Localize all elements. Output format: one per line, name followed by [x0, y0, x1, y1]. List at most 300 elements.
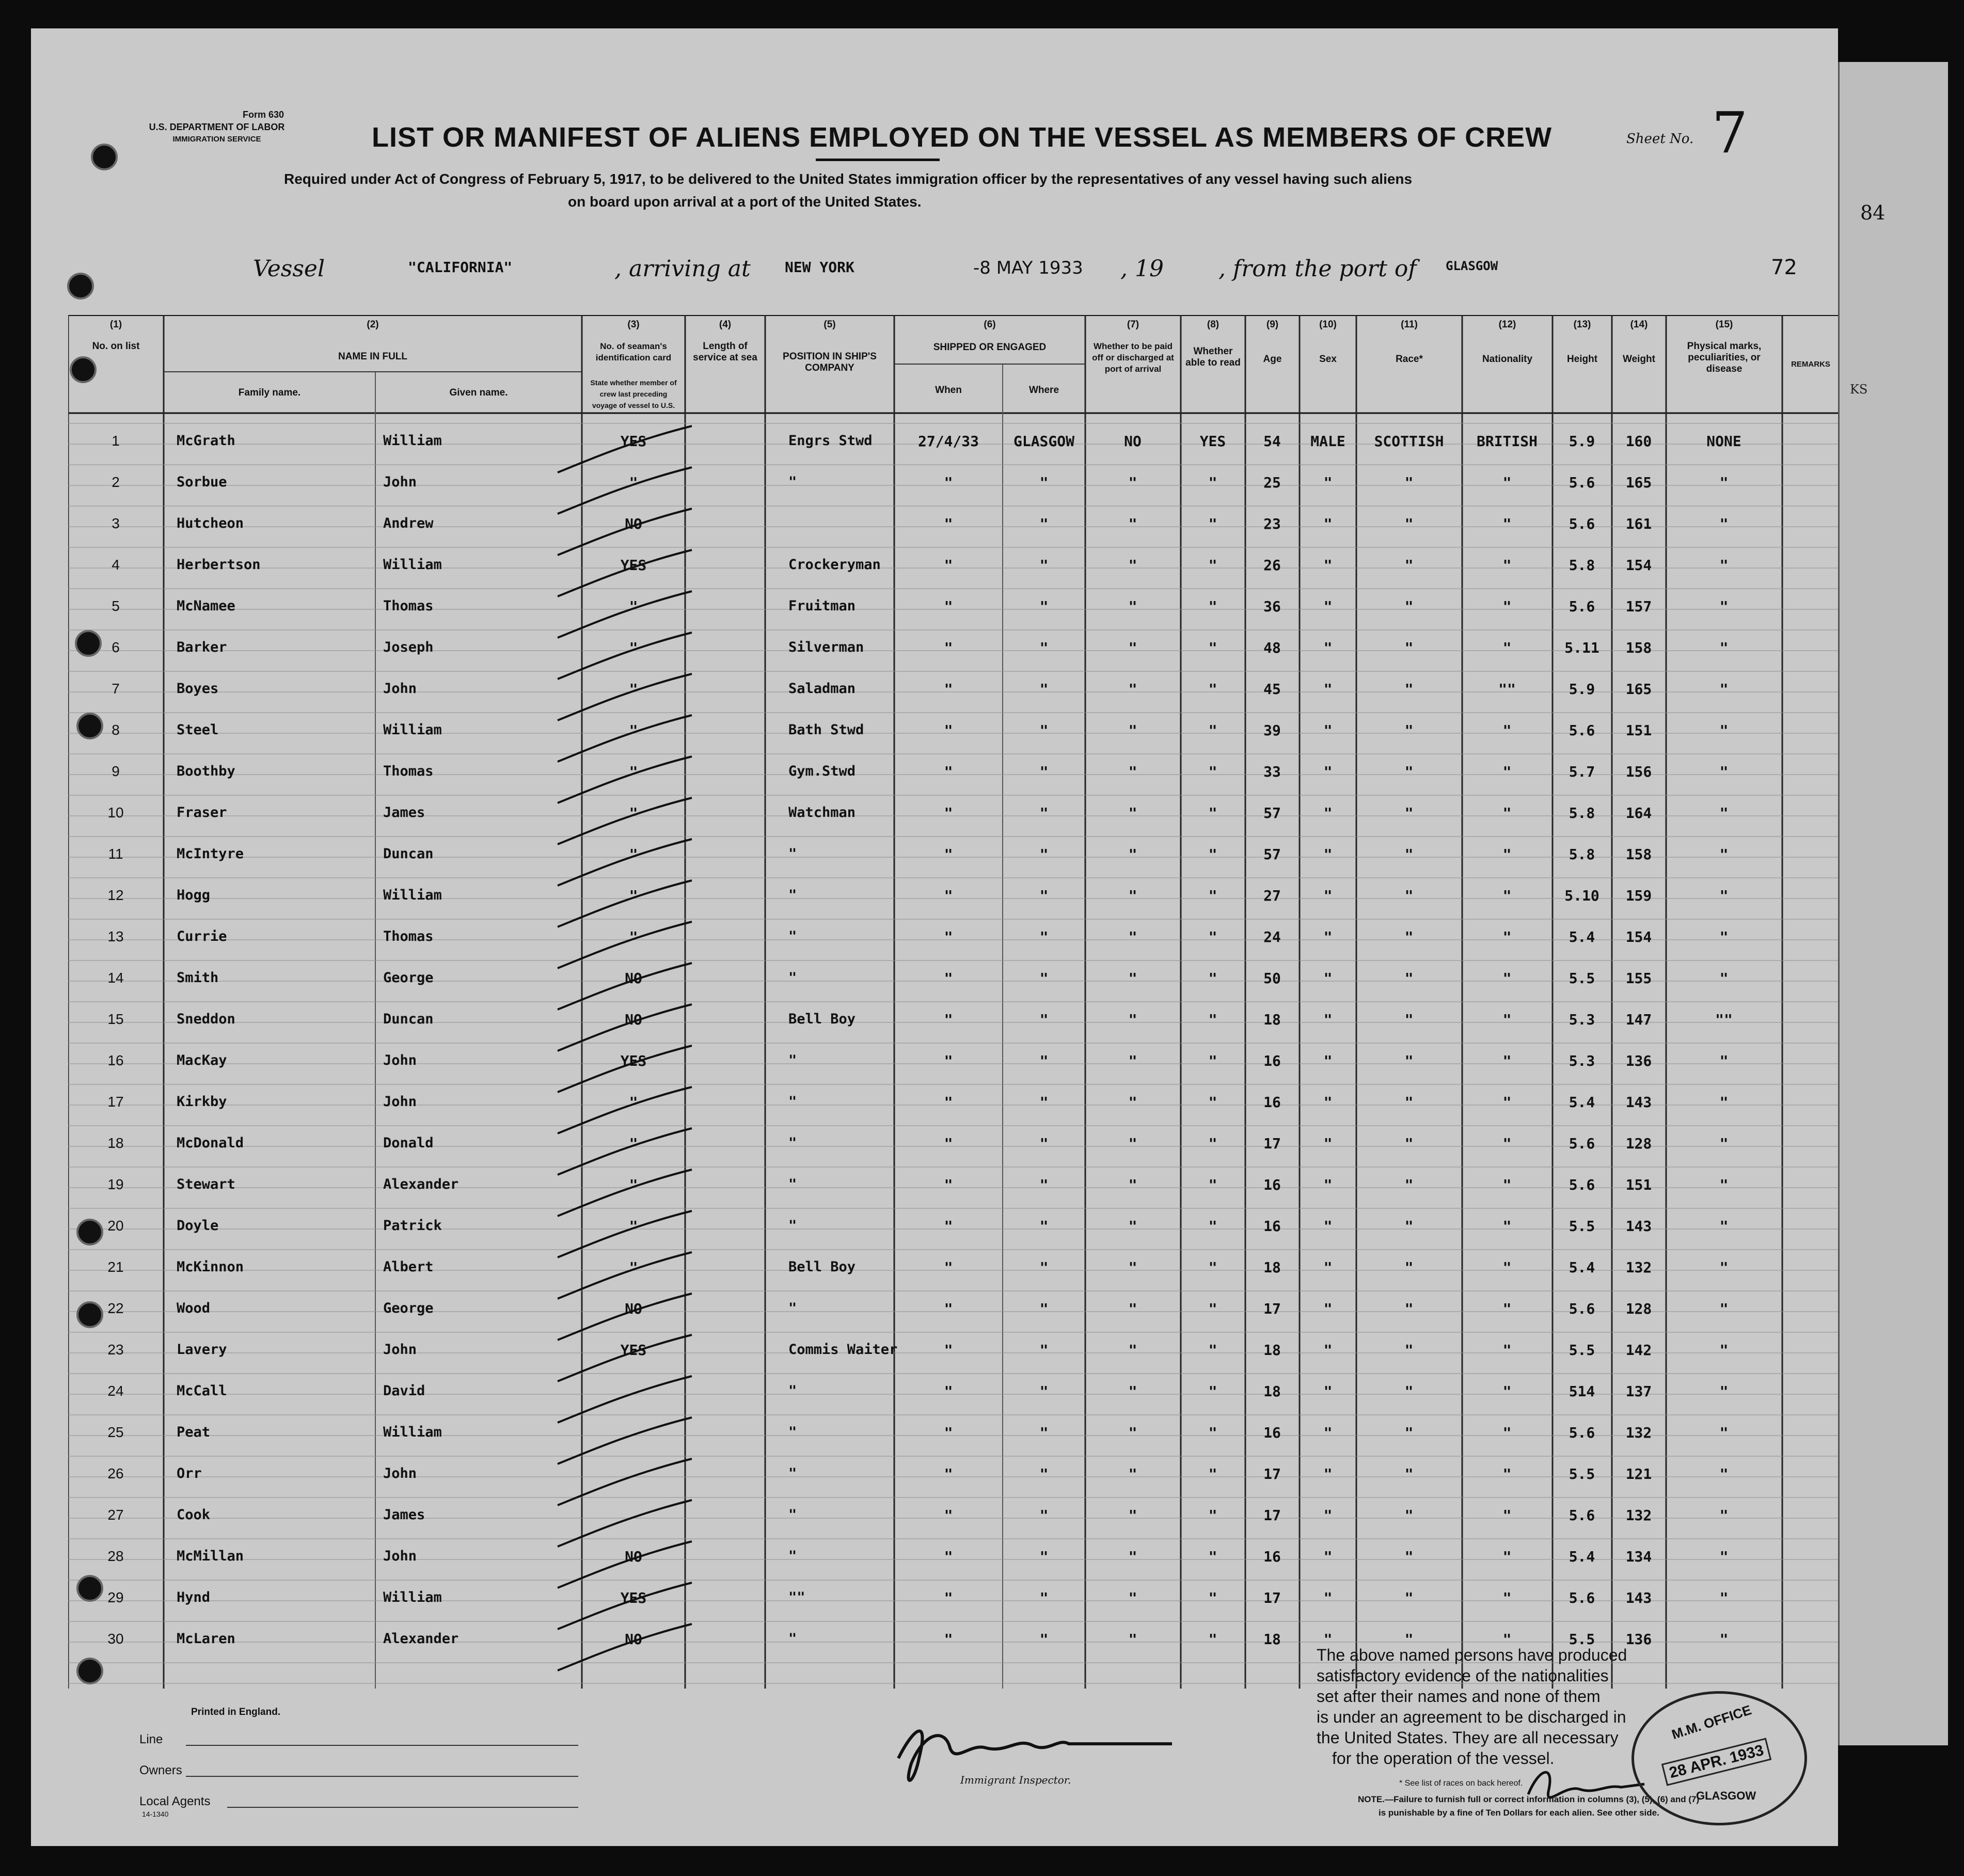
race: SCOTTISH [1374, 433, 1444, 450]
nationality: " [1502, 1507, 1512, 1524]
given-name: John [383, 474, 417, 490]
shipped-where: " [1039, 763, 1049, 780]
height: 5.4 [1569, 1094, 1595, 1111]
physical-marks: " [1719, 1589, 1729, 1606]
card-status: " [629, 1218, 638, 1235]
physical-marks: " [1719, 598, 1729, 615]
c4-label: Length of service at sea [693, 341, 757, 363]
nationality: " [1502, 1094, 1512, 1111]
nationality: " [1502, 598, 1512, 615]
position: Bath Stwd [788, 722, 864, 738]
position: " [788, 1135, 797, 1151]
nationality: BRITISH [1476, 433, 1538, 450]
race: " [1404, 1176, 1414, 1193]
shipped-where: " [1039, 1259, 1049, 1276]
c10-num: (10) [1319, 319, 1337, 330]
row-number: 23 [107, 1342, 124, 1358]
paid-off: " [1128, 639, 1137, 656]
family-name: Lavery [177, 1342, 227, 1358]
family-name: Wood [177, 1300, 211, 1316]
able-to-read: " [1208, 1631, 1217, 1648]
shipped-where: " [1039, 1548, 1049, 1565]
race: " [1404, 1218, 1414, 1235]
physical-marks: " [1719, 887, 1729, 904]
note-line-5: the United States. They are all necessary [1317, 1728, 1619, 1747]
weight: 164 [1625, 805, 1652, 822]
able-to-read: " [1208, 1052, 1217, 1069]
paid-off: " [1128, 1548, 1137, 1565]
shipped-when: " [944, 1300, 953, 1317]
shipped-where: " [1039, 846, 1049, 863]
owners-label: Owners [139, 1763, 182, 1777]
age: 17 [1263, 1135, 1281, 1152]
shipped-when: " [944, 846, 953, 863]
given-name: Andrew [383, 515, 434, 531]
race: " [1404, 887, 1414, 904]
paid-off: " [1128, 1300, 1137, 1317]
weight: 156 [1625, 763, 1652, 780]
shipped-where: " [1039, 474, 1049, 491]
given-name: David [383, 1383, 425, 1399]
race: " [1404, 1631, 1414, 1648]
given-name: Patrick [383, 1218, 442, 1234]
row-number: 17 [107, 1094, 124, 1110]
race: " [1404, 557, 1414, 574]
height: 5.5 [1569, 1631, 1595, 1648]
side-number: 84 [1860, 201, 1886, 224]
nationality: " [1502, 639, 1512, 656]
physical-marks: " [1719, 846, 1729, 863]
position: " [788, 1094, 797, 1110]
c1-label: No. on list [92, 341, 140, 352]
c9-label: Age [1263, 354, 1282, 365]
physical-marks: " [1719, 722, 1729, 739]
paid-off: " [1128, 1135, 1137, 1152]
sex: " [1323, 1589, 1333, 1606]
card-status: NO [625, 1548, 642, 1565]
height: 5.11 [1564, 639, 1599, 656]
paid-off: " [1128, 681, 1137, 698]
paid-off: " [1128, 1383, 1137, 1400]
weight: 132 [1625, 1507, 1652, 1524]
able-to-read: " [1208, 722, 1217, 739]
given-name: Donald [383, 1135, 434, 1151]
physical-marks: " [1719, 515, 1729, 532]
able-to-read: " [1208, 681, 1217, 698]
c13-num: (13) [1573, 319, 1591, 330]
c6-num: (6) [984, 319, 996, 330]
able-to-read: " [1208, 1507, 1217, 1524]
row-number: 14 [107, 970, 124, 986]
c2a-label: Family name. [238, 387, 301, 398]
form-code: 14-1340 [142, 1810, 169, 1818]
weight: 142 [1625, 1342, 1652, 1359]
family-name: Currie [177, 928, 227, 944]
given-name: William [383, 557, 442, 573]
shipped-where: " [1039, 1052, 1049, 1069]
shipped-where: " [1039, 970, 1049, 987]
note-line-4: is under an agreement to be discharged in [1317, 1708, 1626, 1726]
family-name: Orr [177, 1465, 202, 1481]
row-number: 11 [108, 846, 123, 862]
physical-marks: " [1719, 1052, 1729, 1069]
weight: 128 [1625, 1300, 1652, 1317]
height: 5.5 [1569, 1218, 1595, 1235]
given-name: Albert [383, 1259, 434, 1275]
row-number: 15 [107, 1011, 124, 1027]
physical-marks: " [1719, 557, 1729, 574]
race: " [1404, 805, 1414, 822]
table-row [68, 970, 1839, 996]
shipped-when: " [944, 681, 953, 698]
shipped-where: " [1039, 681, 1049, 698]
line-label: Line [139, 1732, 163, 1746]
nationality: " [1502, 763, 1512, 780]
physical-marks: " [1719, 1507, 1729, 1524]
race: " [1404, 1342, 1414, 1359]
height: 5.6 [1569, 515, 1595, 532]
row-number: 27 [107, 1507, 124, 1523]
title-underline [816, 159, 940, 161]
row-number: 26 [107, 1465, 124, 1481]
shipped-where: " [1039, 887, 1049, 904]
printed-label: Printed in England. [191, 1707, 281, 1717]
sex: " [1323, 598, 1333, 615]
height: 5.6 [1569, 1589, 1595, 1606]
physical-marks: " [1719, 1548, 1729, 1565]
card-status: " [629, 887, 638, 904]
row-number: 21 [107, 1259, 124, 1275]
able-to-read: " [1208, 805, 1217, 822]
age: 16 [1263, 1176, 1281, 1193]
table-row [68, 887, 1839, 913]
physical-marks: " [1719, 1424, 1729, 1441]
shipped-where: " [1039, 598, 1049, 615]
table-row [68, 681, 1839, 706]
shipped-when: " [944, 763, 953, 780]
binder-hole [76, 713, 103, 739]
able-to-read: " [1208, 1176, 1217, 1193]
c12-num: (12) [1498, 319, 1516, 330]
year-label: , 19 [1120, 256, 1164, 282]
agents-rule [227, 1807, 578, 1808]
able-to-read: " [1208, 1218, 1217, 1235]
sex: MALE [1310, 433, 1345, 450]
sex: " [1323, 928, 1333, 945]
family-name: McNamee [177, 598, 235, 614]
family-name: Hutcheon [177, 515, 244, 531]
stamp-date: 28 APR. 1933 [1661, 1738, 1772, 1786]
paid-off: NO [1124, 433, 1142, 450]
binder-hole [70, 356, 97, 383]
physical-marks: " [1719, 1094, 1729, 1111]
age: 17 [1263, 1507, 1281, 1524]
c11-num: (11) [1401, 319, 1418, 330]
race: " [1404, 722, 1414, 739]
tick-marks [537, 421, 795, 1712]
shipped-when: " [944, 557, 953, 574]
c13-label: Height [1566, 354, 1598, 365]
shipped-when: " [944, 1548, 953, 1565]
shipped-where: " [1039, 1383, 1049, 1400]
arriving-label: , arriving at [614, 256, 751, 282]
position: Bell Boy [788, 1259, 856, 1275]
nationality: " [1502, 928, 1512, 945]
position: "" [788, 1589, 805, 1605]
c3-label: No. of seaman's identification card [595, 341, 672, 362]
age: 57 [1263, 805, 1281, 822]
sex: " [1323, 1507, 1333, 1524]
weight: 154 [1625, 928, 1652, 945]
c2-num: (2) [367, 319, 379, 330]
paid-off: " [1128, 1424, 1137, 1441]
given-name: James [383, 1507, 425, 1523]
note-line-6: for the operation of the vessel. [1332, 1749, 1555, 1768]
card-status: NO [625, 515, 642, 532]
physical-marks: "" [1715, 1011, 1733, 1028]
shipped-where: " [1039, 639, 1049, 656]
c15-label: Physical marks, peculiarities, or disease [1687, 341, 1762, 374]
shipped-when: " [944, 1052, 953, 1069]
position: Fruitman [788, 598, 856, 614]
note-line-2: satisfactory evidence of the nationalities [1317, 1666, 1609, 1685]
margin-number: 72 [1771, 256, 1797, 279]
paid-off: " [1128, 1259, 1137, 1276]
weight: 147 [1625, 1011, 1652, 1028]
nationality: " [1502, 1176, 1512, 1193]
weight: 157 [1625, 598, 1652, 615]
able-to-read: " [1208, 928, 1217, 945]
row-number: 9 [112, 763, 120, 779]
race: " [1404, 1259, 1414, 1276]
note-line-1: The above named persons have produced [1317, 1646, 1627, 1664]
row-number: 10 [107, 805, 124, 821]
physical-marks: " [1719, 1383, 1729, 1400]
family-name: McKinnon [177, 1259, 244, 1275]
weight: 165 [1625, 474, 1652, 491]
shipped-where: " [1039, 1218, 1049, 1235]
able-to-read: " [1208, 1548, 1217, 1565]
race: " [1404, 1094, 1414, 1111]
family-name: McIntyre [177, 846, 244, 862]
weight: 155 [1625, 970, 1652, 987]
position: " [788, 1383, 797, 1399]
paid-off: " [1128, 557, 1137, 574]
given-name: John [383, 681, 417, 697]
c11-label: Race* [1396, 354, 1423, 365]
row-number: 12 [107, 887, 124, 903]
height: 5.6 [1569, 1300, 1595, 1317]
shipped-where: " [1039, 515, 1049, 532]
given-name: John [383, 1094, 417, 1110]
sex: " [1323, 557, 1333, 574]
race: " [1404, 681, 1414, 698]
shipped-where: " [1039, 1589, 1049, 1606]
table-row [68, 1218, 1839, 1243]
sheet-number: 7 [1712, 100, 1748, 166]
nationality: " [1502, 722, 1512, 739]
arriving-port: NEW YORK [785, 259, 854, 276]
shipped-when: " [944, 1631, 953, 1648]
height: 5.6 [1569, 722, 1595, 739]
table-row [68, 1135, 1839, 1161]
sex: " [1323, 846, 1333, 863]
shipped-where: " [1039, 557, 1049, 574]
shipped-when: " [944, 1507, 953, 1524]
department: U.S. DEPARTMENT OF LABOR [149, 122, 285, 132]
physical-marks: " [1719, 1631, 1729, 1648]
given-name: John [383, 1465, 417, 1481]
shipped-when: " [944, 970, 953, 987]
paid-off: " [1128, 1094, 1137, 1111]
weight: 159 [1625, 887, 1652, 904]
paid-off: " [1128, 1342, 1137, 1359]
family-name: Sorbue [177, 474, 227, 490]
family-name: McGrath [177, 433, 235, 449]
weight: 137 [1625, 1383, 1652, 1400]
weight: 161 [1625, 515, 1652, 532]
nationality: " [1502, 1342, 1512, 1359]
height: 5.7 [1569, 763, 1595, 780]
vessel-name: "CALIFORNIA" [408, 259, 513, 276]
shipped-where: " [1039, 805, 1049, 822]
family-name: Boothby [177, 763, 235, 779]
race: " [1404, 1424, 1414, 1441]
nationality: " [1502, 1589, 1512, 1606]
weight: 121 [1625, 1465, 1652, 1483]
age: 48 [1263, 639, 1281, 656]
weight: 143 [1625, 1589, 1652, 1606]
paid-off: " [1128, 1507, 1137, 1524]
given-name: Thomas [383, 763, 434, 779]
physical-marks: " [1719, 639, 1729, 656]
family-name: McDonald [177, 1135, 244, 1151]
given-name: James [383, 805, 425, 821]
physical-marks: " [1719, 1218, 1729, 1235]
shipped-where: " [1039, 1631, 1049, 1648]
sex: " [1323, 474, 1333, 491]
paid-off: " [1128, 1011, 1137, 1028]
sex: " [1323, 1218, 1333, 1235]
sex: " [1323, 1342, 1333, 1359]
nationality: " [1502, 1011, 1512, 1028]
age: 18 [1263, 1631, 1281, 1648]
family-name: Smith [177, 970, 219, 986]
shipped-when: " [944, 1424, 953, 1441]
position: " [788, 1548, 797, 1564]
family-name: Doyle [177, 1218, 219, 1234]
card-status: YES [620, 433, 647, 450]
card-status: NO [625, 1631, 642, 1648]
stamp-top: M.M. OFFICE [1670, 1701, 1753, 1743]
age: 26 [1263, 557, 1281, 574]
age: 50 [1263, 970, 1281, 987]
height: 5.3 [1569, 1011, 1595, 1028]
shipped-when: " [944, 1589, 953, 1606]
weight: 136 [1625, 1631, 1652, 1648]
weight: 134 [1625, 1548, 1652, 1565]
age: 17 [1263, 1465, 1281, 1483]
binder-hole [75, 630, 102, 657]
nationality: " [1502, 1465, 1512, 1483]
race: " [1404, 1507, 1414, 1524]
table-row [68, 846, 1839, 872]
row-number: 20 [107, 1218, 124, 1234]
sex: " [1323, 1011, 1333, 1028]
c8-label: Whether able to read [1185, 346, 1241, 368]
row-number: 2 [112, 474, 120, 490]
physical-marks: " [1719, 970, 1729, 987]
shipped-when: " [944, 805, 953, 822]
shipped-when: " [944, 1259, 953, 1276]
sex: " [1323, 763, 1333, 780]
age: 57 [1263, 846, 1281, 863]
nationality-note [1317, 1645, 1627, 1769]
weight: 158 [1625, 846, 1652, 863]
c3b-label: State whether member of crew last preceding voyage of vessel to U.S. [590, 379, 677, 409]
weight: 132 [1625, 1424, 1652, 1441]
age: 27 [1263, 887, 1281, 904]
c8-num: (8) [1207, 319, 1219, 330]
shipped-when: " [944, 474, 953, 491]
table-row [68, 1589, 1839, 1615]
card-status: YES [620, 1342, 647, 1359]
shipped-when: " [944, 722, 953, 739]
races-note: * See list of races on back hereof. [1399, 1779, 1523, 1788]
paid-off: " [1128, 1589, 1137, 1606]
table-row [68, 1011, 1839, 1037]
height: 5.9 [1569, 433, 1595, 450]
age: 36 [1263, 598, 1281, 615]
table-row [68, 805, 1839, 830]
table-row [68, 639, 1839, 665]
table-row [68, 722, 1839, 748]
given-name: William [383, 887, 442, 903]
card-status: " [629, 474, 638, 491]
nationality: " [1502, 557, 1512, 574]
sex: " [1323, 1094, 1333, 1111]
c9-num: (9) [1266, 319, 1279, 330]
able-to-read: " [1208, 887, 1217, 904]
able-to-read: " [1208, 1424, 1217, 1441]
race: " [1404, 1548, 1414, 1565]
c7-label: Whether to be paid off or discharged at port of arrival [1092, 341, 1174, 374]
position: " [788, 1507, 797, 1523]
family-name: Kirkby [177, 1094, 227, 1110]
family-name: Peat [177, 1424, 211, 1440]
weight: 160 [1625, 433, 1652, 450]
table-row [68, 557, 1839, 582]
shipped-where: " [1039, 1507, 1049, 1524]
able-to-read: " [1208, 1259, 1217, 1276]
given-name: John [383, 1548, 417, 1564]
shipped-when: " [944, 1094, 953, 1111]
table-row [68, 1507, 1839, 1533]
table-row [68, 1342, 1839, 1367]
family-name: Fraser [177, 805, 227, 821]
arrival-date: -8 MAY 1933 [973, 258, 1083, 278]
sex: " [1323, 515, 1333, 532]
position: " [788, 970, 797, 986]
position: Bell Boy [788, 1011, 856, 1027]
given-name: Joseph [383, 639, 434, 655]
race: " [1404, 1589, 1414, 1606]
able-to-read: " [1208, 557, 1217, 574]
card-status: " [629, 639, 638, 656]
row-number: 3 [112, 515, 120, 531]
physical-marks: " [1719, 805, 1729, 822]
c6a-label: When [935, 385, 962, 396]
